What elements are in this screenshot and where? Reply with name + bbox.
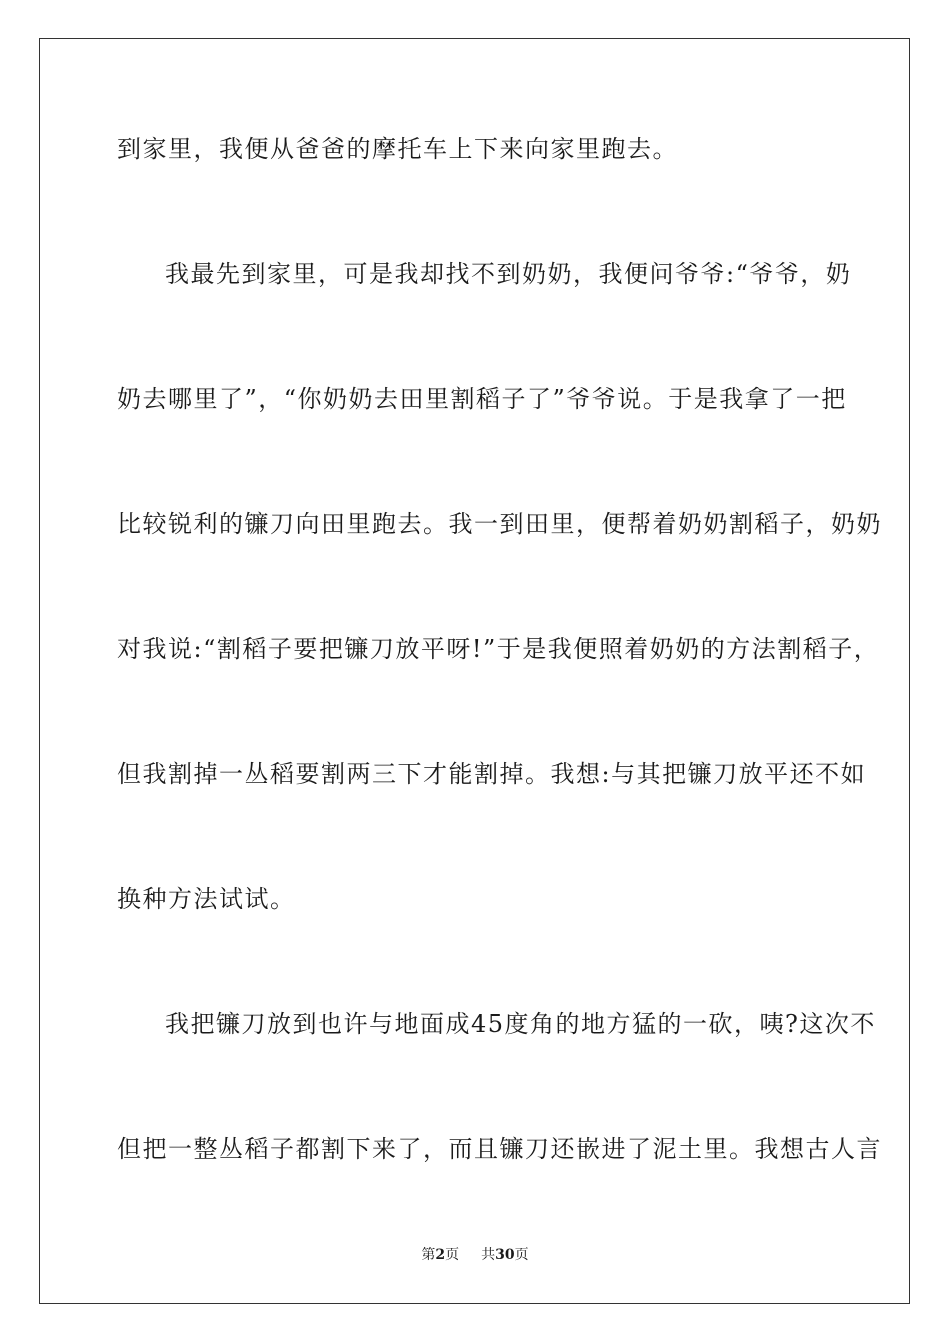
page-border [39, 38, 910, 1304]
page-prefix: 第 [421, 1247, 436, 1263]
page-current: 2 [435, 1247, 446, 1263]
page-footer [0, 1245, 950, 1265]
total-prefix: 共 [481, 1247, 496, 1263]
text-line-3: 奶去哪里了”，“你奶奶去田里割稻子了”爷爷说。于是我拿了一把 [117, 385, 847, 413]
page-suffix: 页 [445, 1247, 460, 1263]
text-line-7: 换种方法试试。 [117, 885, 296, 913]
total-suffix: 页 [514, 1247, 529, 1263]
text-line-2: 我最先到家里，可是我却找不到奶奶，我便问爷爷:“爷爷，奶 [165, 260, 852, 288]
text-line-9: 但把一整丛稻子都割下来了，而且镰刀还嵌进了泥土里。我想古人言 [117, 1135, 882, 1163]
text-line-4: 比较锐利的镰刀向田里跑去。我一到田里，便帮着奶奶割稻子，奶奶 [117, 510, 882, 538]
page-total: 30 [495, 1247, 515, 1263]
text-line-8: 我把镰刀放到也许与地面成45度角的地方猛的一砍，咦?这次不 [165, 1010, 876, 1038]
text-line-6: 但我割掉一丛稻要割两三下才能割掉。我想:与其把镰刀放平还不如 [117, 760, 867, 788]
text-line-1: 到家里，我便从爸爸的摩托车上下来向家里跑去。 [117, 135, 678, 163]
text-line-5: 对我说:“割稻子要把镰刀放平呀!”于是我便照着奶奶的方法割稻子， [117, 635, 880, 663]
